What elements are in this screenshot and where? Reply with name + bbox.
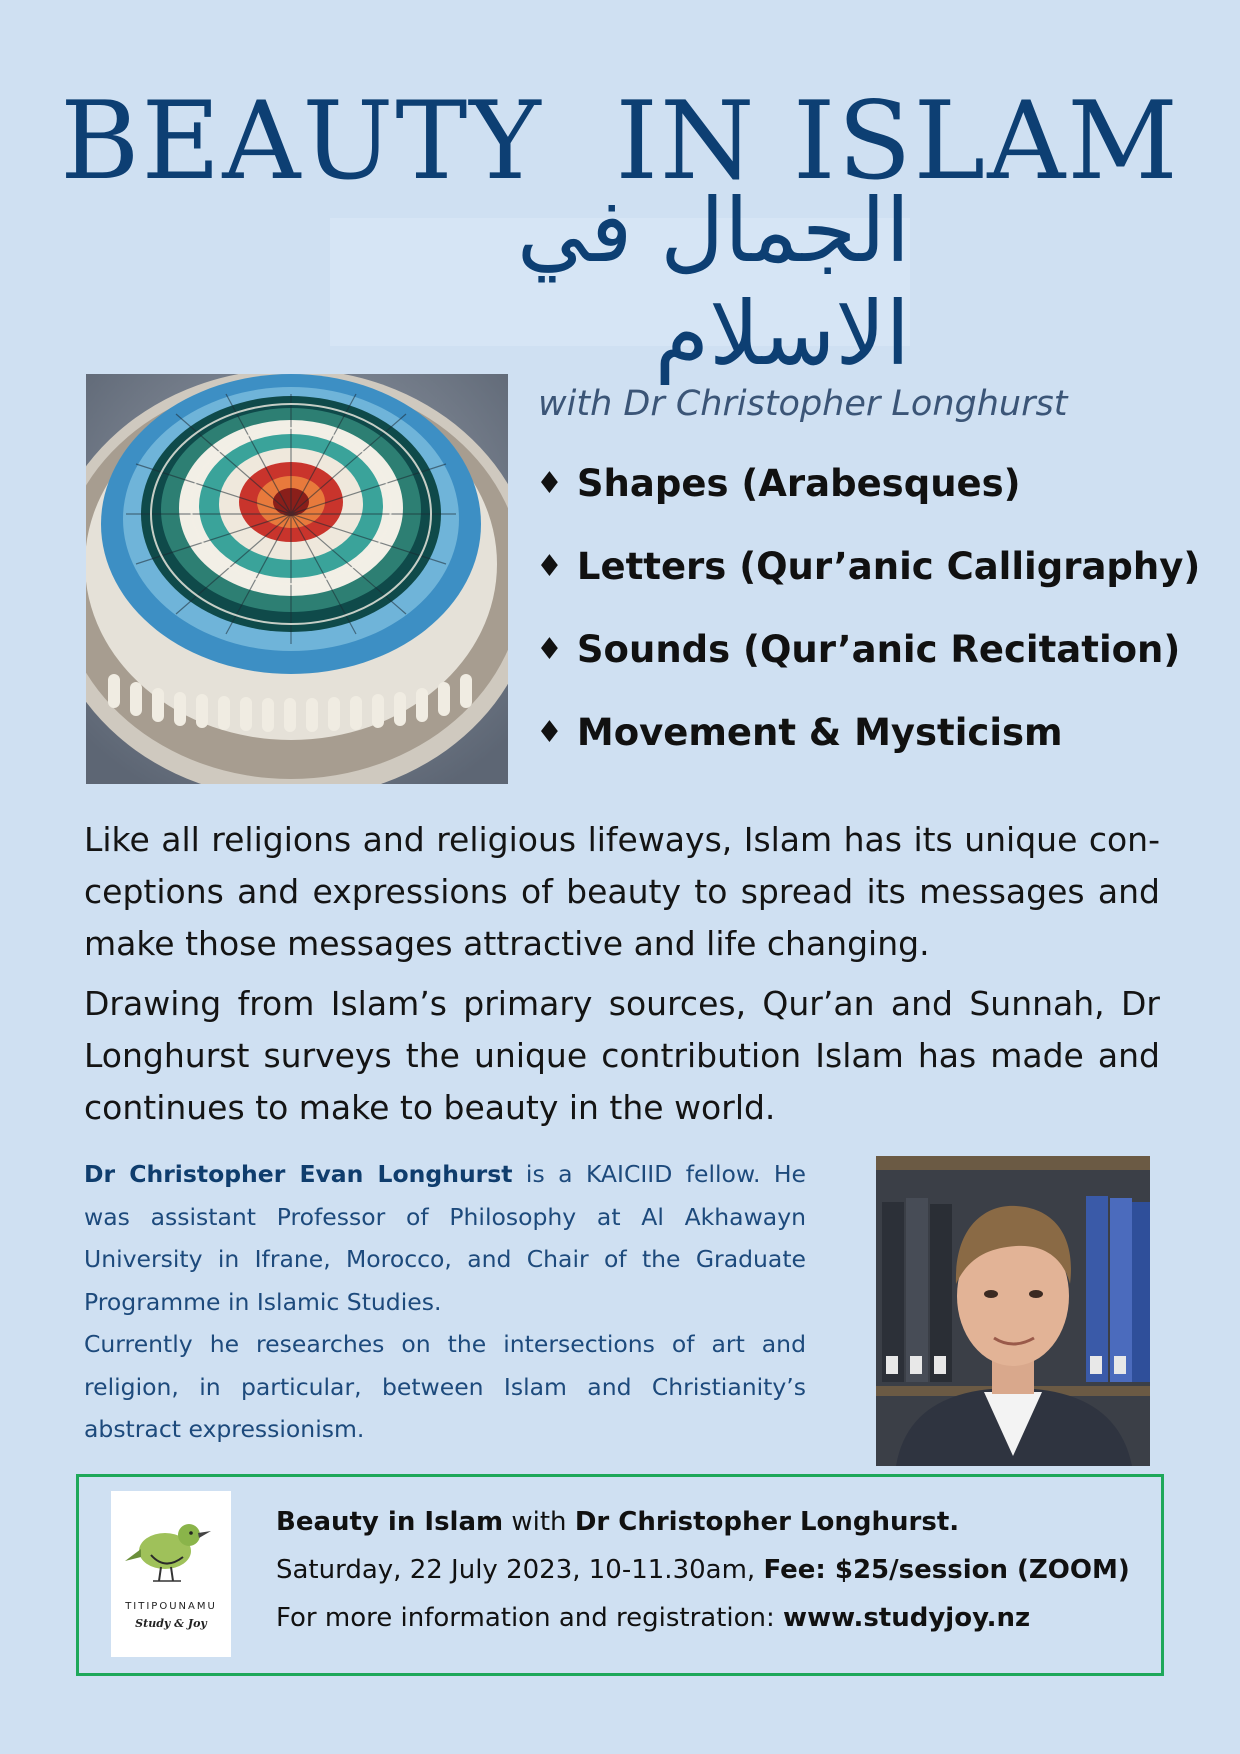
- arabic-title: الجمال في الاسلام: [330, 218, 910, 346]
- event-details-box: [76, 1474, 1164, 1676]
- website-link[interactable]: www.studyjoy.nz: [783, 1603, 1031, 1633]
- topic-item: [536, 462, 1200, 545]
- topic-label: Sounds (Qur’anic Recitation): [576, 628, 1181, 671]
- intro-paragraph: Drawing from Islam’s primary sources, Qur’an and Sunnah, Dr Longhurst surveys the unique contribution Islam has made and continues to make to beauty in the world.: [84, 984, 1160, 1127]
- topic-label: Movement & Mysticism: [576, 711, 1063, 754]
- presenter-portrait-image: [876, 1156, 1150, 1466]
- stained-glass-dome-image: [86, 374, 508, 784]
- event-info-line: [276, 1603, 1030, 1633]
- topic-item: [536, 545, 1200, 628]
- topic-label: Letters (Qur’anic Calligraphy): [576, 545, 1201, 588]
- bio-paragraph: Currently he researches on the intersections of art and religion, in particular, between Islam and Christianity’s abstract expressionism.: [84, 1330, 806, 1443]
- event-fee: Fee: $25/session (ZOOM): [763, 1555, 1130, 1585]
- event-with: with: [503, 1507, 575, 1537]
- bio-paragraph: [84, 1153, 806, 1323]
- logo-name: TITIPOUNAMU: [125, 1601, 217, 1612]
- event-title: Beauty in Islam: [276, 1507, 504, 1537]
- bio-name: Dr Christopher Evan Longhurst: [84, 1160, 513, 1188]
- bio-text: is a KAICIID fellow. He was assistant Professor of Philosophy at Al Akhawayn University in Ifrane, Morocco, and Chair of the Graduate Programme in Islamic Studies.: [84, 1160, 806, 1316]
- poster-title: BEAUTY IN ISLAM: [60, 79, 1180, 204]
- event-presenter: Dr Christopher Longhurst.: [574, 1507, 960, 1537]
- diamond-bullet-icon: ♦: [536, 466, 563, 501]
- diamond-bullet-icon: ♦: [536, 715, 563, 750]
- event-date-time: Saturday, 22 July 2023, 10-11.30am,: [276, 1555, 764, 1585]
- topic-label: Shapes (Arabesques): [576, 462, 1021, 505]
- event-date-line: [276, 1555, 1130, 1585]
- bird-icon: [111, 1491, 231, 1601]
- diamond-bullet-icon: ♦: [536, 632, 563, 667]
- intro-paragraph: Like all religions and religious lifeways, Islam has its unique con-ceptions and expressions of beauty to spread its messages and make those messages attractive and life changing.: [84, 820, 1160, 963]
- event-title-line: [276, 1507, 959, 1537]
- topic-item: [536, 711, 1200, 794]
- info-label: For more information and registration:: [276, 1603, 784, 1633]
- topic-item: [536, 628, 1200, 711]
- diamond-bullet-icon: ♦: [536, 549, 563, 584]
- presenter-line: with Dr Christopher Longhurst: [538, 384, 1068, 424]
- topics-list: [536, 462, 1200, 794]
- titipounamu-logo: [111, 1491, 231, 1657]
- logo-tagline: Study & Joy: [135, 1617, 207, 1630]
